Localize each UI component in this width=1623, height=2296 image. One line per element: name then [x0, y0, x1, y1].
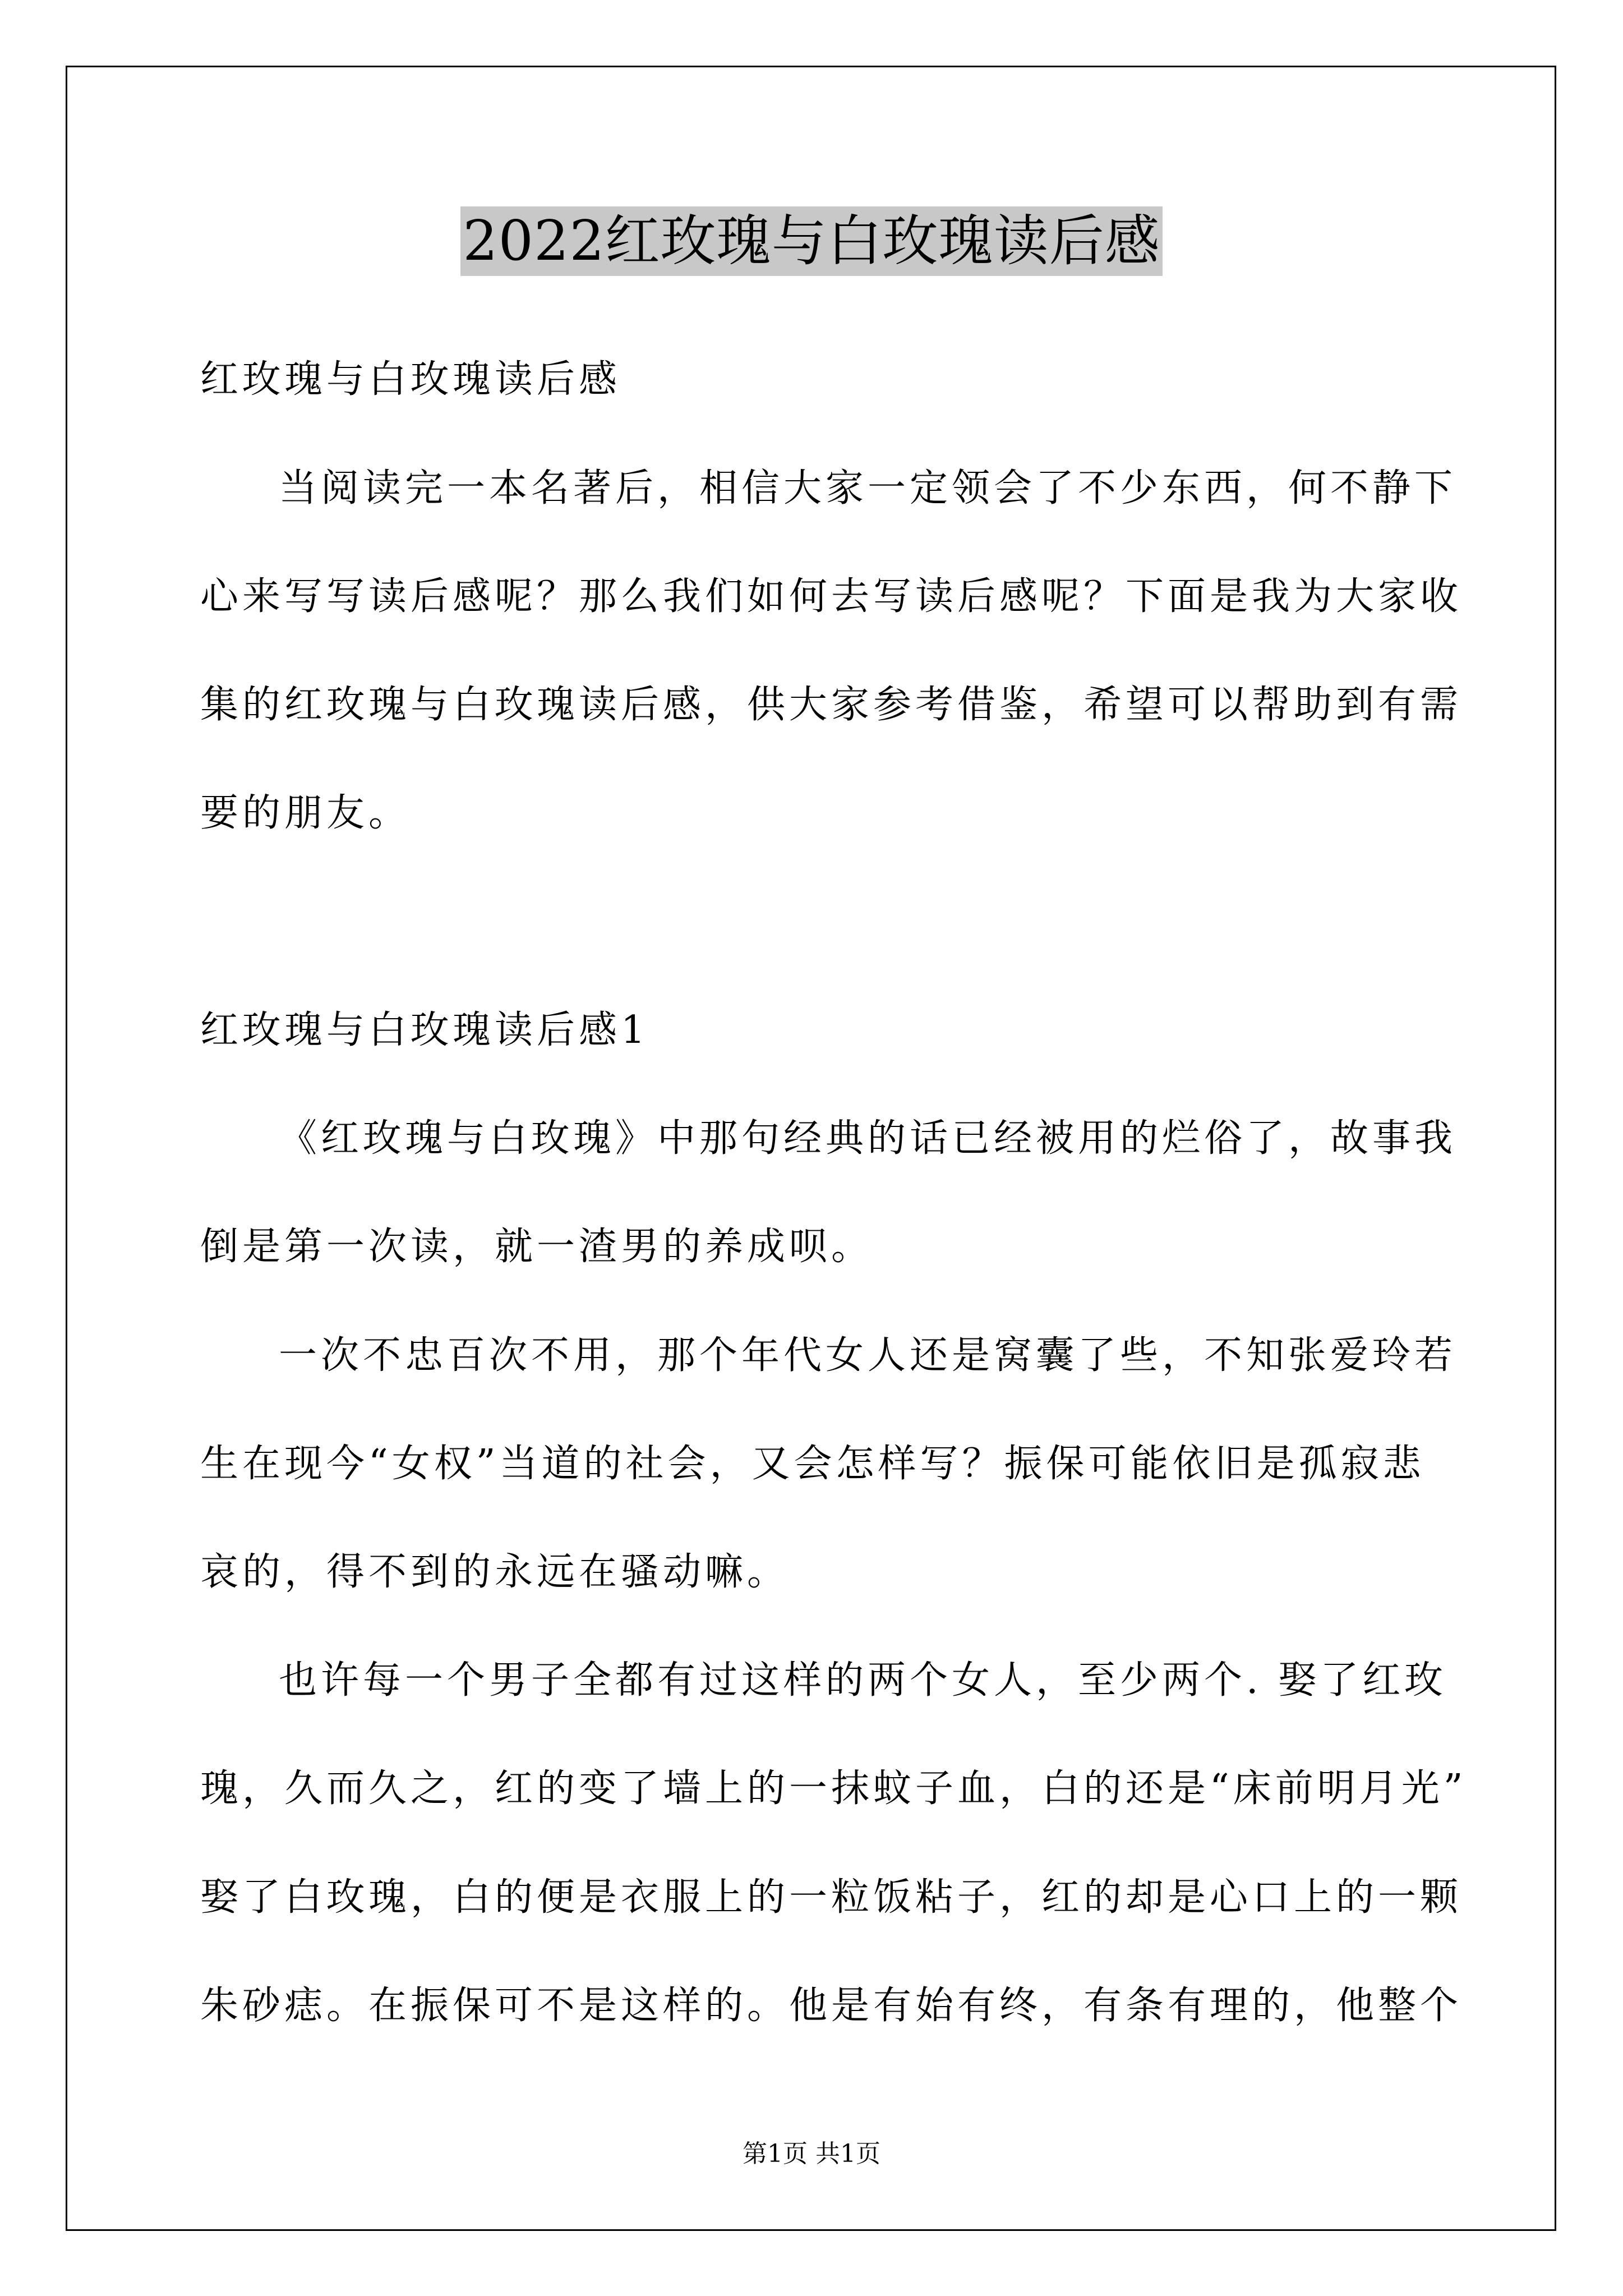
intro-line: 心来写写读后感呢？那么我们如何去写读后感呢？下面是我为大家收 — [200, 574, 1463, 619]
page-footer: 第1页 共1页 — [743, 2139, 880, 2168]
paragraph-line: 哀的，得不到的永远在骚动嘛。 — [200, 1550, 790, 1594]
subtitle: 红玫瑰与白玫瑰读后感 — [200, 357, 621, 402]
intro-line: 集的红玫瑰与白玫瑰读后感，供大家参考借鉴，希望可以帮助到有需 — [200, 683, 1463, 727]
paragraph-line: 也许每一个男子全都有过这样的两个女人，至少两个. 娶了红玫 — [279, 1658, 1447, 1703]
title-container — [0, 206, 1623, 276]
paragraph-line: 娶了白玫瑰，白的便是衣服上的一粒饭粘子，红的却是心口上的一颗 — [200, 1875, 1463, 1920]
paragraph-line: 朱砂痣。在振保可不是这样的。他是有始有终，有条有理的，他整个 — [200, 1984, 1463, 2028]
document-title: 2022红玫瑰与白玫瑰读后感 — [460, 206, 1162, 276]
paragraph-line: 生在现今“女权”当道的社会，又会怎样写？振保可能依旧是孤寂悲 — [200, 1442, 1425, 1486]
section-heading: 红玫瑰与白玫瑰读后感1 — [200, 1008, 649, 1052]
paragraph-line: 倒是第一次读，就一渣男的养成呗。 — [200, 1225, 874, 1269]
paragraph-line: 一次不忠百次不用，那个年代女人还是窝囊了些，不知张爱玲若 — [279, 1333, 1457, 1378]
paragraph-line: 《红玫瑰与白玫瑰》中那句经典的话已经被用的烂俗了，故事我 — [279, 1116, 1457, 1161]
intro-line: 当阅读完一本名著后，相信大家一定领会了不少东西，何不静下 — [279, 466, 1457, 510]
paragraph-line: 瑰，久而久之，红的变了墙上的一抹蚊子血，白的还是“床前明月光” — [200, 1766, 1467, 1811]
intro-line: 要的朋友。 — [200, 791, 411, 835]
